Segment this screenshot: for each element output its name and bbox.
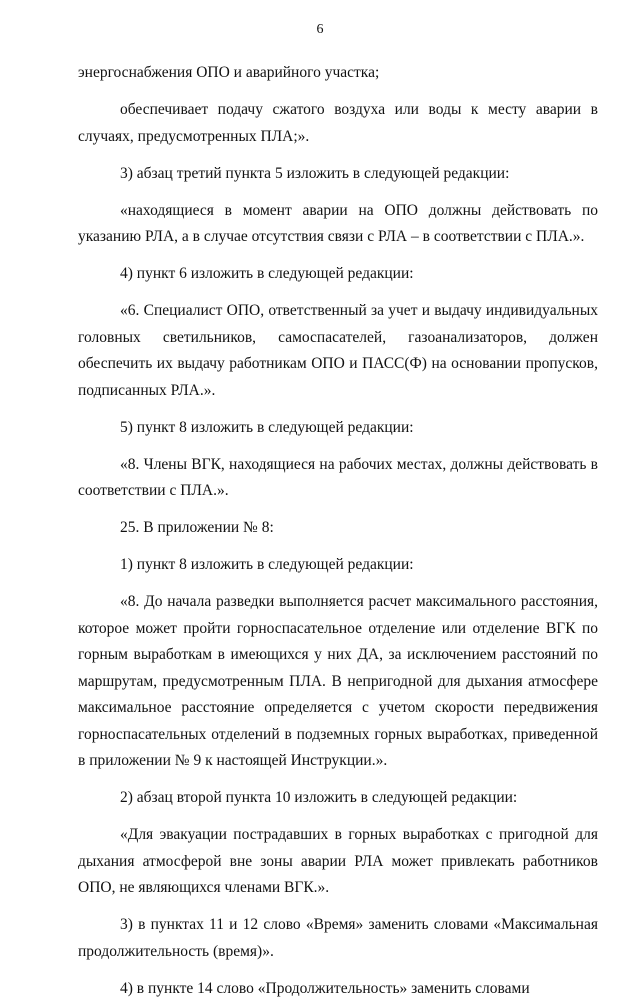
- paragraph: 4) в пункте 14 слово «Продолжительность» заменить словами: [78, 976, 598, 1002]
- paragraph: 5) пункт 8 изложить в следующей редакции:: [78, 415, 598, 442]
- page-number: 6: [0, 22, 640, 38]
- paragraph: 3) в пунктах 11 и 12 слово «Время» заменить словами «Максимальная продолжительность (время)».: [78, 912, 598, 965]
- paragraph: «Для эвакуации пострадавших в горных выработках с пригодной для дыхания атмосферой вне зоны аварии РЛА может привлекать работников ОПО, не являющихся членами ВГК.».: [78, 822, 598, 902]
- paragraph: энергоснабжения ОПО и аварийного участка;: [78, 60, 598, 87]
- paragraph: 4) пункт 6 изложить в следующей редакции:: [78, 261, 598, 288]
- paragraph: обеспечивает подачу сжатого воздуха или воды к месту аварии в случаях, предусмотренных ПЛА;».: [78, 97, 598, 150]
- paragraph: «8. Члены ВГК, находящиеся на рабочих местах, должны действовать в соответствии с ПЛА.».: [78, 452, 598, 505]
- paragraph: «6. Специалист ОПО, ответственный за учет и выдачу индивидуальных головных светильников, самоспасателей, газоанализаторов, должен обеспечить их выдачу работникам ОПО и ПАСС(Ф) на основании пропусков, подписанных РЛА.».: [78, 298, 598, 404]
- paragraph: «8. До начала разведки выполняется расчет максимального расстояния, которое может пройти горноспасательное отделение или отделение ВГК по горным выработкам в имеющихся у них ДА, за исключением расстояний по маршрутам, предусмотренным ПЛА. В непригодной для дыхания атмосфере максимальное расстояние определяется с учетом скорости передвижения горноспасательных отделений в подземных горных выработках, приведенной в приложении № 9 к настоящей Инструкции.».: [78, 589, 598, 775]
- paragraph: «находящиеся в момент аварии на ОПО должны действовать по указанию РЛА, а в случае отсутствия связи с РЛА – в соответствии с ПЛА.».: [78, 198, 598, 251]
- paragraph: 1) пункт 8 изложить в следующей редакции:: [78, 552, 598, 579]
- section-heading: 25. В приложении № 8:: [78, 515, 598, 542]
- paragraph: 3) абзац третий пункта 5 изложить в следующей редакции:: [78, 161, 598, 188]
- paragraph: 2) абзац второй пункта 10 изложить в следующей редакции:: [78, 785, 598, 812]
- document-body: [78, 60, 598, 1002]
